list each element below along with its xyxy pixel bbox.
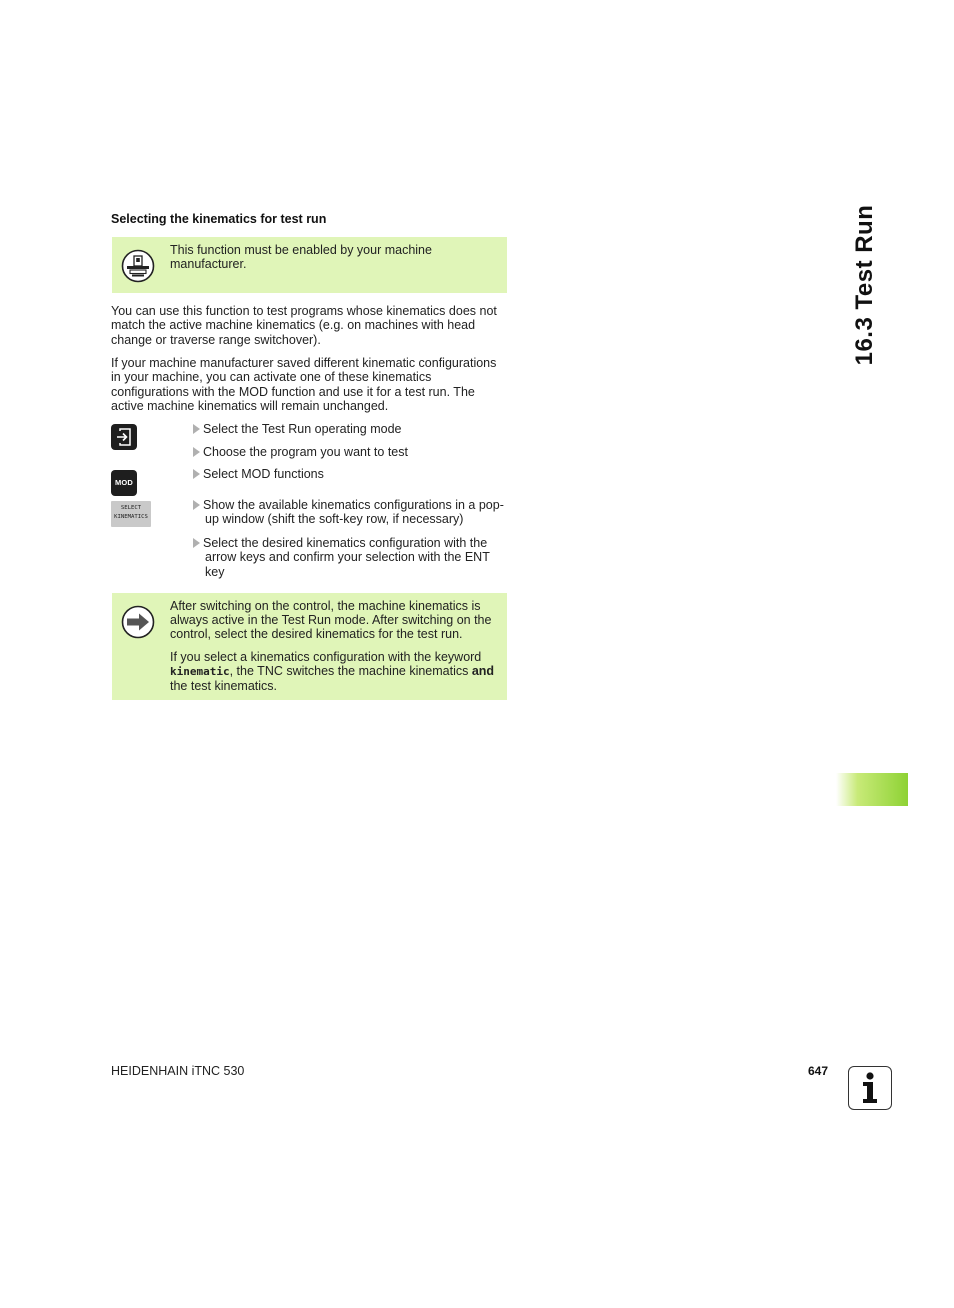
bullet-arrow-icon xyxy=(193,500,200,510)
tip-paragraph-2: If you select a kinematics configuration with the keyword kinematic, the TNC switches the machine kinematics and the test kinematics. xyxy=(170,650,495,694)
bullet-arrow-icon xyxy=(193,538,200,548)
test-run-mode-icon xyxy=(111,424,137,450)
keyword-kinematic: kinematic xyxy=(170,665,230,679)
info-icon xyxy=(848,1066,892,1110)
bullet-arrow-icon xyxy=(193,447,200,457)
step-2: Choose the program you want to test xyxy=(193,445,511,459)
machine-manufacturer-icon xyxy=(121,249,155,288)
step-4: Show the available kinematics configurations in a pop- up window (shift the soft-key row, if necessary) xyxy=(193,498,511,527)
tip-paragraph-1: After switching on the control, the machine kinematics is always active in the Test Run mode. After switching on the control, select the desired kinematics for the test run. xyxy=(170,599,492,642)
softkey-line-1: SELECT xyxy=(120,505,142,511)
chapter-tab-marker xyxy=(836,773,908,806)
section-title: Selecting the kinematics for test run xyxy=(111,212,327,226)
softkey-line-2: KINEMATICS xyxy=(114,514,148,520)
footer-product: HEIDENHAIN iTNC 530 xyxy=(111,1064,245,1078)
intro-paragraph: You can use this function to test programs whose kinematics does not match the active machine kinematics (e.g. on machines with head change or traverse range switchover). xyxy=(111,304,497,347)
tip-note xyxy=(112,593,507,700)
kinematics-paragraph: If your machine manufacturer saved different kinematic configurations in your machine, you can activate one of these kinematics configurations with the MOD function and use it for a test run. The active machine kinematics will remain unchanged. xyxy=(111,356,497,413)
manufacturer-note xyxy=(112,237,507,293)
arrow-right-icon xyxy=(121,605,155,644)
manufacturer-note-text: This function must be enabled by your machine manufacturer. xyxy=(170,243,432,272)
step-1: Select the Test Run operating mode xyxy=(193,422,511,436)
select-kinematics-softkey[interactable] xyxy=(111,501,151,527)
page-number: 647 xyxy=(808,1064,829,1078)
bullet-arrow-icon xyxy=(193,424,200,434)
bullet-arrow-icon xyxy=(193,469,200,479)
step-5: Select the desired kinematics configuration with the arrow keys and confirm your selection with the ENT key xyxy=(193,536,511,579)
mod-key[interactable]: MOD xyxy=(111,470,137,496)
test-run-mode-key[interactable] xyxy=(111,424,137,450)
chapter-side-title: 16.3 Test Run xyxy=(851,204,878,366)
step-3: Select MOD functions xyxy=(193,467,511,481)
